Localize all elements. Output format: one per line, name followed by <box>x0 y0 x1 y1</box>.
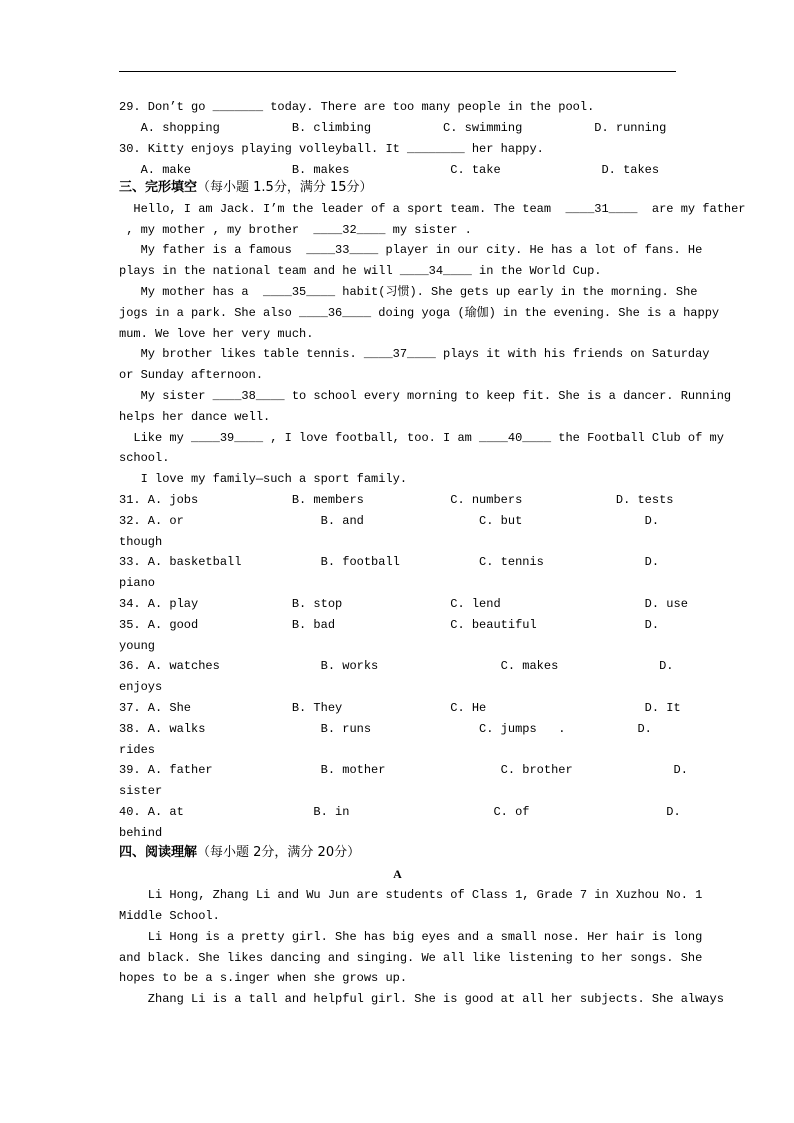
section-4-heading <box>119 845 360 861</box>
section-3-title: 三、完形填空 <box>119 180 198 195</box>
option-line: behind <box>119 826 163 840</box>
option-line: 38. A. walks B. runs C. jumps . D. <box>119 722 652 736</box>
section-3-note: （每小题 1.5分，满分 15分） <box>197 180 373 195</box>
question-29-options: A. shopping B. climbing C. swimming D. running <box>119 121 667 135</box>
option-line: sister <box>119 784 163 798</box>
reading-line: and black. She likes dancing and singing. We all like listening to her songs. She <box>119 951 703 965</box>
cloze-line: plays in the national team and he will ____34____ in the World Cup. <box>119 264 602 278</box>
passage-label: A <box>393 867 402 881</box>
question-30-options: A. make B. makes C. take D. takes <box>119 163 660 177</box>
option-line: piano <box>119 576 156 590</box>
option-line: 32. A. or B. and C. but D. <box>119 514 660 528</box>
reading-line: Li Hong is a pretty girl. She has big eyes and a small nose. Her hair is long <box>119 930 703 944</box>
cloze-line: jogs in a park. She also ____36____ doing yoga (瑜伽) in the evening. She is a happy <box>119 306 720 320</box>
option-line: 36. A. watches B. works C. makes D. <box>119 659 674 673</box>
option-line: 39. A. father B. mother C. brother D. <box>119 763 688 777</box>
option-line: 40. A. at B. in C. of D. <box>119 805 681 819</box>
option-line: though <box>119 535 163 549</box>
cloze-line: My sister ____38____ to school every morning to keep fit. She is a dancer. Running <box>119 389 732 403</box>
cloze-line: , my mother , my brother ____32____ my sister . <box>119 223 472 237</box>
option-line: enjoys <box>119 680 163 694</box>
option-line: 33. A. basketball B. football C. tennis D. <box>119 555 660 569</box>
reading-line: Li Hong, Zhang Li and Wu Jun are students of Class 1, Grade 7 in Xuzhou No. 1 <box>119 888 703 902</box>
cloze-line: school. <box>119 451 170 465</box>
reading-line: Zhang Li is a tall and helpful girl. She is good at all her subjects. She always <box>119 992 724 1006</box>
question-29: 29. Don’t go _______ today. There are too many people in the pool. <box>119 100 595 114</box>
reading-line: hopes to be a s.inger when she grows up. <box>119 971 408 985</box>
cloze-line: I love my family—such a sport family. <box>119 472 408 486</box>
cloze-line: helps her dance well. <box>119 410 271 424</box>
cloze-line: My father is a famous ____33____ player in our city. He has a lot of fans. He <box>119 243 703 257</box>
section-4-title: 四、阅读理解 <box>119 845 198 860</box>
cloze-line: My mother has a ____35____ habit(习惯). She gets up early in the morning. She <box>119 285 698 299</box>
option-line: young <box>119 639 156 653</box>
question-30: 30. Kitty enjoys playing volleyball. It ________ her happy. <box>119 142 544 156</box>
option-line: rides <box>119 743 156 757</box>
cloze-line: Hello, I am Jack. I’m the leader of a sport team. The team ____31____ are my father <box>119 202 746 216</box>
section-4-note: （每小题 2分，满分 20分） <box>197 845 361 860</box>
cloze-line: or Sunday afternoon. <box>119 368 264 382</box>
cloze-line: mum. We love her very much. <box>119 327 314 341</box>
cloze-line: My brother likes table tennis. ____37____ plays it with his friends on Saturday <box>119 347 710 361</box>
section-3-heading <box>119 180 373 196</box>
cloze-line: Like my ____39____ , I love football, too. I am ____40____ the Football Club of my <box>119 431 724 445</box>
header-rule <box>119 71 676 72</box>
option-line: 31. A. jobs B. members C. numbers D. tests <box>119 493 674 507</box>
option-line: 37. A. She B. They C. He D. It <box>119 701 681 715</box>
option-line: 34. A. play B. stop C. lend D. use <box>119 597 688 611</box>
option-line: 35. A. good B. bad C. beautiful D. <box>119 618 660 632</box>
reading-line: Middle School. <box>119 909 220 923</box>
